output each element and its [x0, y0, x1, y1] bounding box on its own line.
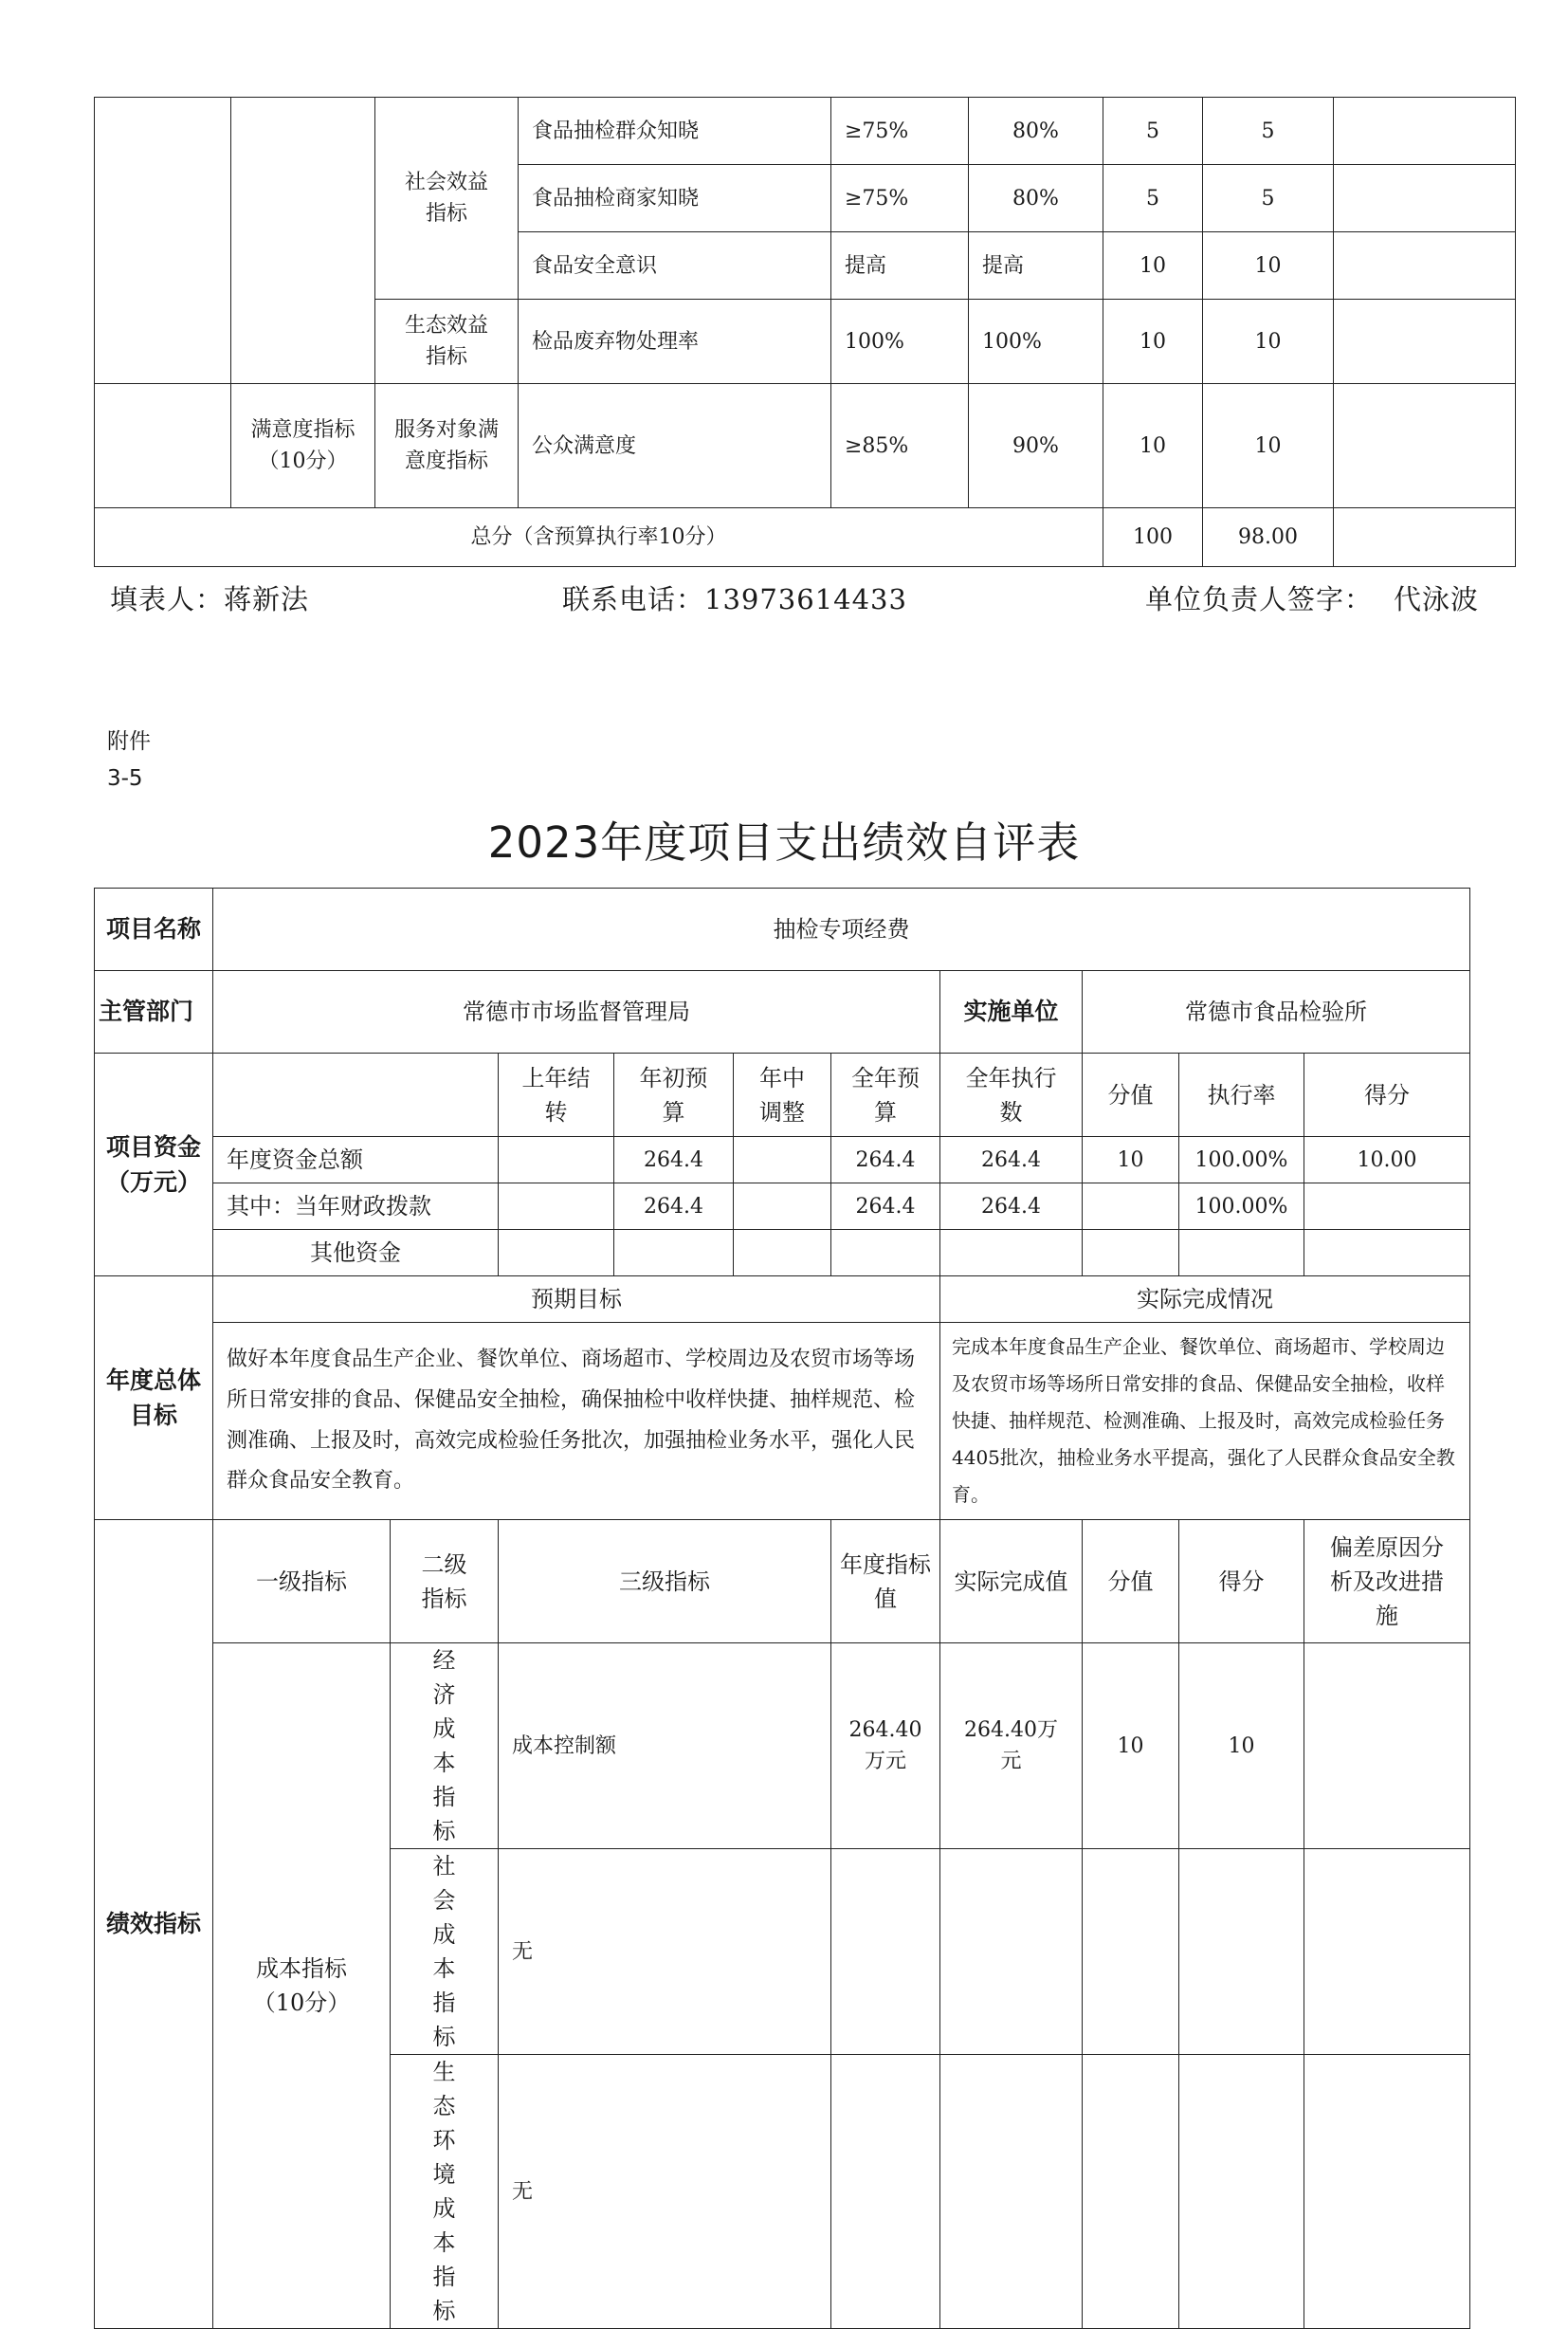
table-row — [95, 889, 1470, 971]
actual-cell — [940, 1849, 1083, 2055]
level2-cell: 经济成本指标 — [391, 1643, 499, 1849]
score-value-cell: 5 — [1103, 98, 1203, 165]
fund-annual: 264.4 — [831, 1183, 940, 1230]
score-value-cell: 10 — [1103, 384, 1203, 508]
table-row — [95, 1276, 1470, 1323]
dept-name: 常德市市场监督管理局 — [213, 971, 940, 1054]
level3-cell: 食品安全意识 — [519, 232, 831, 300]
score-cell: 10 — [1203, 384, 1334, 508]
target-cell: ≥75% — [831, 98, 969, 165]
fund-carry — [499, 1183, 614, 1230]
level2-cell: 服务对象满意度指标 — [375, 384, 519, 508]
table-row — [95, 1054, 1470, 1137]
fund-row-name: 年度资金总额 — [213, 1137, 499, 1183]
indicator-header: 年度指标值 — [831, 1520, 940, 1643]
indicator-header: 实际完成值 — [940, 1520, 1083, 1643]
indicator-header: 三级指标 — [499, 1520, 831, 1643]
actual-cell: 90% — [969, 384, 1103, 508]
total-score-value: 100 — [1103, 508, 1203, 567]
table-row — [95, 971, 1470, 1054]
remark-cell — [1334, 165, 1516, 232]
level2-cell: 生态环境成本指标 — [391, 2055, 499, 2329]
actual-cell: 80% — [969, 165, 1103, 232]
score-cell — [1179, 2055, 1304, 2329]
fund-adjust — [734, 1183, 831, 1230]
funds-header: 执行率 — [1179, 1054, 1304, 1137]
funds-header: 全年预算 — [831, 1054, 940, 1137]
fund-carry — [499, 1230, 614, 1276]
score-value-cell: 10 — [1103, 232, 1203, 300]
actual-cell: 264.40万元 — [940, 1643, 1083, 1849]
target-cell: ≥75% — [831, 165, 969, 232]
fund-carry — [499, 1137, 614, 1183]
score-cell: 5 — [1203, 165, 1334, 232]
impl-unit-label: 实施单位 — [940, 971, 1083, 1054]
value-cell — [1083, 2055, 1179, 2329]
goals-label: 年度总体目标 — [95, 1276, 213, 1520]
level3-cell: 公众满意度 — [519, 384, 831, 508]
remark-cell — [1334, 98, 1516, 165]
level3-cell: 检品废弃物处理率 — [519, 300, 831, 384]
fund-score — [1304, 1230, 1470, 1276]
table-row — [95, 1183, 1470, 1230]
expected-goal-text: 做好本年度食品生产企业、餐饮单位、商场超市、学校周边及农贸市场等场所日常安排的食品、保健品安全抽检，确保抽检中收样快捷、抽样规范、检测准确、上报及时，高效完成检验任务批次，加强抽检业务水平，强化人民群众食品安全教育。 — [213, 1323, 940, 1520]
leader-signature-label: 单位负责人签字： — [1145, 583, 1374, 615]
remark-cell — [1304, 1643, 1470, 1849]
level1-cell: 成本指标（10分） — [213, 1643, 391, 2329]
actual-cell: 80% — [969, 98, 1103, 165]
level2-cell: 社会效益指标 — [375, 98, 519, 300]
remark-cell — [1334, 232, 1516, 300]
level2-cell: 社会成本指标 — [391, 1849, 499, 2055]
fund-rate: 100.00% — [1179, 1183, 1304, 1230]
fund-initial: 264.4 — [614, 1137, 734, 1183]
target-cell — [831, 2055, 940, 2329]
attachment-label: 附件 — [107, 729, 151, 754]
table-row — [95, 1323, 1470, 1520]
value-cell: 10 — [1083, 1643, 1179, 1849]
funds-header: 上年结转 — [499, 1054, 614, 1137]
table-row — [95, 1137, 1470, 1183]
project-name-label: 项目名称 — [95, 889, 213, 971]
total-label: 总分（含预算执行率10分） — [95, 508, 1103, 567]
fund-executed — [940, 1230, 1083, 1276]
indicator-header: 偏差原因分析及改进措施 — [1304, 1520, 1470, 1643]
blank-cell — [231, 98, 375, 384]
fund-adjust — [734, 1137, 831, 1183]
fund-adjust — [734, 1230, 831, 1276]
blank-cell — [95, 384, 231, 508]
actual-cell: 100% — [969, 300, 1103, 384]
remark-cell — [1304, 2055, 1470, 2329]
target-cell: 100% — [831, 300, 969, 384]
level1-cell: 满意度指标（10分） — [231, 384, 375, 508]
score-cell — [1179, 1849, 1304, 2055]
actual-cell: 提高 — [969, 232, 1103, 300]
level3-cell: 成本控制额 — [499, 1643, 831, 1849]
page-title: 2023年度项目支出绩效自评表 — [487, 817, 1081, 868]
level3-cell: 无 — [499, 1849, 831, 2055]
blank-cell — [213, 1054, 499, 1137]
target-cell: ≥85% — [831, 384, 969, 508]
fund-row-name: 其他资金 — [213, 1230, 499, 1276]
target-cell: 264.40万元 — [831, 1643, 940, 1849]
blank-cell — [1334, 508, 1516, 567]
fund-score: 10.00 — [1304, 1137, 1470, 1183]
fund-row-name: 其中：当年财政拨款 — [213, 1183, 499, 1230]
impl-unit-name: 常德市食品检验所 — [1083, 971, 1470, 1054]
indicator-header: 得分 — [1179, 1520, 1304, 1643]
table-row — [95, 1643, 1470, 1849]
actual-cell — [940, 2055, 1083, 2329]
table-row — [95, 98, 1516, 165]
funds-header: 年初预算 — [614, 1054, 734, 1137]
remark-cell — [1334, 384, 1516, 508]
value-cell — [1083, 1849, 1179, 2055]
funds-header: 年中调整 — [734, 1054, 831, 1137]
level3-cell: 无 — [499, 2055, 831, 2329]
fund-rate: 100.00% — [1179, 1137, 1304, 1183]
funds-header: 得分 — [1304, 1054, 1470, 1137]
project-name: 抽检专项经费 — [213, 889, 1470, 971]
score-cell: 10 — [1179, 1643, 1304, 1849]
indicator-header: 分值 — [1083, 1520, 1179, 1643]
fund-annual: 264.4 — [831, 1137, 940, 1183]
phone-number: 联系电话：13973614433 — [562, 583, 907, 615]
score-cell: 5 — [1203, 98, 1334, 165]
remark-cell — [1334, 300, 1516, 384]
fund-value — [1083, 1230, 1179, 1276]
actual-goal-header: 实际完成情况 — [940, 1276, 1470, 1323]
funds-label: 项目资金（万元） — [95, 1054, 213, 1276]
fund-rate — [1179, 1230, 1304, 1276]
level2-cell: 生态效益指标 — [375, 300, 519, 384]
funds-header: 分值 — [1083, 1054, 1179, 1137]
target-cell: 提高 — [831, 232, 969, 300]
target-cell — [831, 1849, 940, 2055]
expected-goal-header: 预期目标 — [213, 1276, 940, 1323]
fund-executed: 264.4 — [940, 1183, 1083, 1230]
top-indicator-table — [94, 97, 1516, 567]
level3-cell: 食品抽检群众知晓 — [519, 98, 831, 165]
fund-score — [1304, 1183, 1470, 1230]
filler-name: 填表人：蒋新法 — [110, 583, 310, 615]
score-cell: 10 — [1203, 300, 1334, 384]
indicator-header: 二级指标 — [391, 1520, 499, 1643]
score-cell: 10 — [1203, 232, 1334, 300]
table-row — [95, 384, 1516, 508]
total-row — [95, 508, 1516, 567]
blank-cell — [95, 98, 231, 384]
indicators-label: 绩效指标 — [95, 1520, 213, 2329]
self-evaluation-table — [94, 888, 1470, 2329]
dept-label: 主管部门 — [95, 971, 213, 1054]
fund-initial — [614, 1230, 734, 1276]
fund-annual — [831, 1230, 940, 1276]
fund-value: 10 — [1083, 1137, 1179, 1183]
actual-goal-text: 完成本年度食品生产企业、餐饮单位、商场超市、学校周边及农贸市场等场所日常安排的食品、保健品安全抽检，收样快捷、抽样规范、检测准确、上报及时，高效完成检验任务4405批次，抽检业务水平提高，强化了人民群众食品安全教育。 — [940, 1323, 1470, 1520]
fund-executed: 264.4 — [940, 1137, 1083, 1183]
indicator-header: 一级指标 — [213, 1520, 391, 1643]
table-row — [95, 1230, 1470, 1276]
fund-value — [1083, 1183, 1179, 1230]
attachment-number: 3-5 — [107, 766, 143, 791]
funds-header: 全年执行数 — [940, 1054, 1083, 1137]
level3-cell: 食品抽检商家知晓 — [519, 165, 831, 232]
table-row — [95, 1520, 1470, 1643]
leader-name: 代泳波 — [1394, 583, 1480, 615]
fund-initial: 264.4 — [614, 1183, 734, 1230]
remark-cell — [1304, 1849, 1470, 2055]
score-value-cell: 10 — [1103, 300, 1203, 384]
total-score: 98.00 — [1203, 508, 1334, 567]
score-value-cell: 5 — [1103, 165, 1203, 232]
